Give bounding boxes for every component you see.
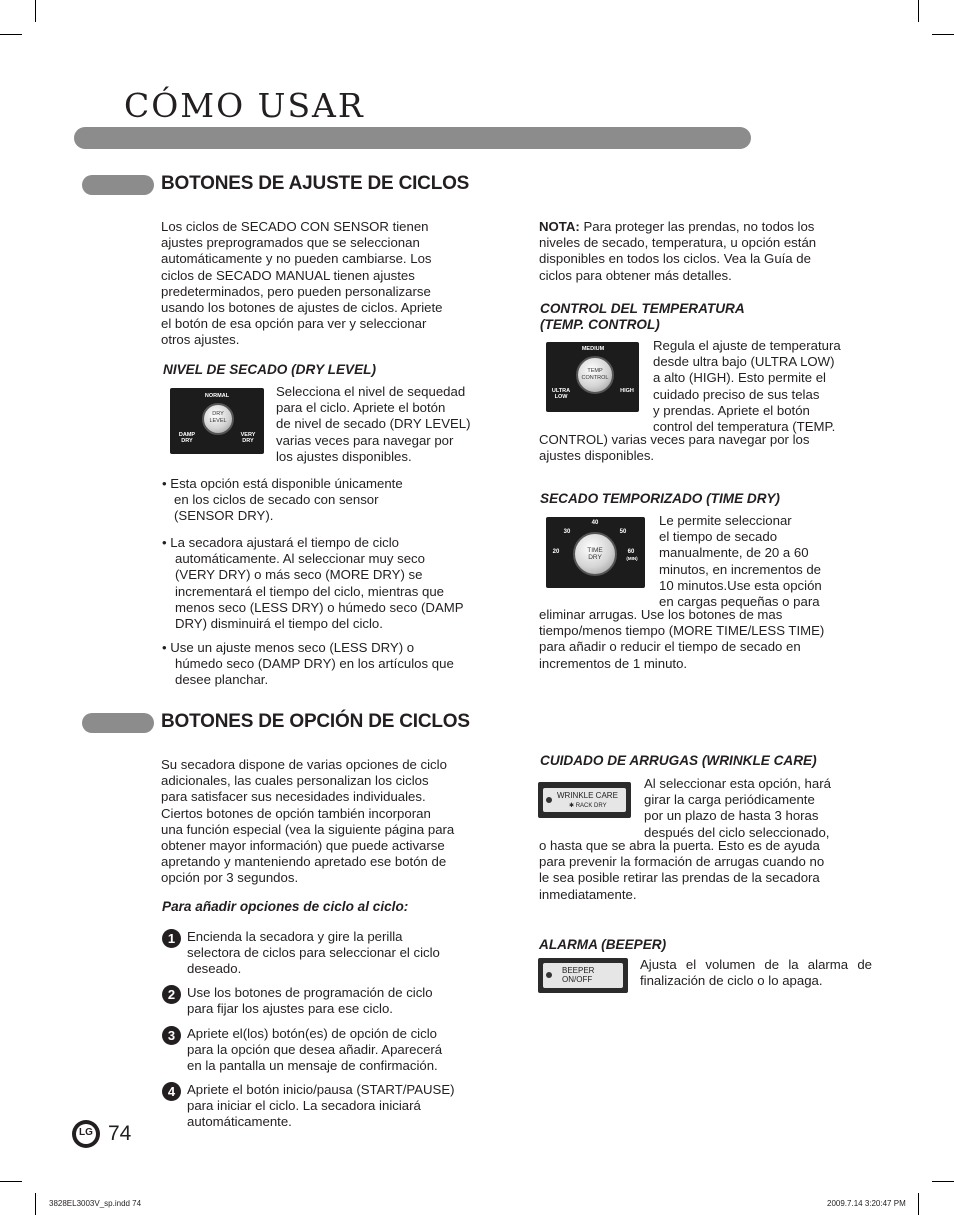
time-dry-text-wide bbox=[539, 607, 879, 672]
text-line: obtener mayor información) que puede activarse bbox=[161, 838, 445, 854]
text-line: predeterminados, pero pueden personalizarse bbox=[161, 283, 431, 299]
text-line: Use los botones de programación de ciclo bbox=[187, 985, 433, 1000]
text-line: Ciertos botones de opción también incorporan bbox=[161, 805, 431, 821]
text-line: • La secadora ajustará el tiempo de ciclo bbox=[162, 535, 399, 550]
wrinkle-care-text bbox=[644, 776, 874, 841]
crop-mark bbox=[35, 1193, 36, 1215]
knob-label: NORMAL bbox=[204, 393, 230, 399]
text-line: incrementará el tiempo del ciclo, mientras que bbox=[175, 583, 445, 599]
text-line: por un plazo de hasta 3 horas bbox=[644, 808, 819, 824]
dry-level-heading: NIVEL DE SECADO (DRY LEVEL) bbox=[163, 362, 377, 377]
knob-label: 20 bbox=[552, 549, 560, 555]
knob-label: (MIN) bbox=[626, 556, 638, 561]
step-number: 2 bbox=[162, 985, 181, 1004]
section2-intro bbox=[161, 757, 506, 887]
text-line: minutos, en incrementos de bbox=[659, 561, 821, 577]
text-line: BEEPER bbox=[562, 966, 595, 975]
text-line: inmediatamente. bbox=[539, 886, 637, 902]
text-line: apretando y manteniendo apretado ese botón de bbox=[161, 854, 447, 870]
text-line: DRY) disminuirá el tiempo del ciclo. bbox=[175, 616, 383, 632]
text-line: ciclos de SECADO MANUAL tienen ajustes bbox=[161, 267, 415, 283]
indicator-light-icon bbox=[546, 972, 552, 978]
text-line: a alto (HIGH). Esto permite el bbox=[653, 370, 826, 386]
text-line: automáticamente. bbox=[187, 1114, 292, 1130]
text-line: tiempo/menos tiempo (MORE TIME/LESS TIME) bbox=[539, 623, 825, 639]
lg-logo bbox=[72, 1120, 100, 1148]
step-number: 1 bbox=[162, 929, 181, 948]
knob-center-label: TIME DRY bbox=[587, 547, 603, 561]
text-line: en la pantalla un mensaje de confirmación. bbox=[187, 1058, 438, 1074]
text-line: para prevenir la formación de arrugas cuando no bbox=[539, 854, 825, 870]
crop-mark bbox=[918, 1193, 919, 1215]
text-line: CONTROL) varias veces para navegar por los bbox=[539, 432, 810, 447]
text-line: selectora de ciclos para seleccionar el ciclo bbox=[187, 945, 440, 961]
step-text bbox=[187, 1026, 497, 1075]
text-line: deseado. bbox=[187, 961, 242, 977]
text-line: después del ciclo seleccionado, bbox=[644, 824, 830, 840]
temp-control-heading bbox=[540, 301, 745, 333]
knob-label: VERY DRY bbox=[240, 432, 256, 444]
step-number: 3 bbox=[162, 1026, 181, 1045]
text-line: • Esta opción está disponible únicamente bbox=[162, 476, 403, 491]
knob-label: MEDIUM bbox=[581, 346, 605, 352]
crop-mark bbox=[0, 1181, 22, 1182]
text-line: de nivel de secado (DRY LEVEL) bbox=[276, 416, 471, 432]
text-line: Su secadora dispone de varias opciones de ciclo bbox=[161, 757, 447, 772]
text-line: Regula el ajuste de temperatura bbox=[653, 338, 841, 353]
text-line: Encienda la secadora y gire la perilla bbox=[187, 929, 403, 944]
text-line: control del temperatura (TEMP. bbox=[653, 419, 836, 435]
text-line: adicionales, las cuales personalizan los ciclos bbox=[161, 773, 429, 789]
text-line: una función especial (vea la siguiente página para bbox=[161, 821, 455, 837]
text-line: desee planchar. bbox=[175, 672, 269, 688]
text-line: en los ciclos de secado con sensor bbox=[174, 492, 379, 508]
temp-control-knob-image bbox=[546, 342, 639, 412]
knob-label: ULTRA LOW bbox=[551, 388, 571, 400]
dry-level-knob-image bbox=[170, 388, 264, 454]
knob-center-label: DRY LEVEL bbox=[209, 411, 227, 424]
text-line: varias veces para navegar por bbox=[276, 432, 454, 448]
text-line: desde ultra bajo (ULTRA LOW) bbox=[653, 354, 835, 370]
text-line: en cargas pequeñas o para bbox=[659, 594, 820, 610]
text-line: para la opción que desea añadir. Aparecerá bbox=[187, 1042, 443, 1058]
section-title: BOTONES DE AJUSTE DE CICLOS bbox=[161, 173, 470, 194]
section-marker bbox=[82, 713, 154, 733]
text-line: otros ajustes. bbox=[161, 332, 240, 348]
knob-label: 60 bbox=[627, 549, 635, 555]
text-line: para iniciar el ciclo. La secadora iniciará bbox=[187, 1098, 421, 1114]
text-line: ajustes preprogramados que se seleccionan bbox=[161, 235, 420, 251]
text-line: los ajustes disponibles. bbox=[276, 448, 412, 464]
text-line: el botón de esa opción para ver y seleccionar bbox=[161, 316, 427, 332]
step-text bbox=[187, 929, 497, 978]
text-line: ajustes disponibles. bbox=[539, 448, 655, 464]
text-line: finalización de ciclo o lo apaga. bbox=[640, 973, 823, 989]
text-line: • Use un ajuste menos seco (LESS DRY) o bbox=[162, 640, 415, 655]
text-line: le sea posible retirar las prendas de la secadora bbox=[539, 870, 820, 886]
text-line: Apriete el botón inicio/pausa (START/PAUSE) bbox=[187, 1082, 455, 1097]
beeper-button-image bbox=[538, 958, 628, 993]
text-line: Ajusta el volumen de la alarma de bbox=[640, 957, 872, 972]
wrinkle-care-button-image bbox=[538, 782, 631, 818]
text-line: CONTROL DEL TEMPERATURA bbox=[540, 301, 745, 316]
time-dry-heading: SECADO TEMPORIZADO (TIME DRY) bbox=[540, 491, 780, 506]
page-title: CÓMO USAR bbox=[124, 86, 365, 125]
crop-mark bbox=[918, 0, 919, 22]
text-line: para satisfacer sus necesidades individuales. bbox=[161, 789, 426, 805]
text-line bbox=[539, 219, 879, 235]
text-line: ciclos para obtener más detalles. bbox=[539, 267, 732, 283]
timestamp-slug: 2009.7.14 3:20:47 PM bbox=[827, 1199, 906, 1208]
crop-mark bbox=[932, 1181, 954, 1182]
text-line: eliminar arrugas. Use los botones de mas bbox=[539, 607, 783, 622]
bullet-item bbox=[162, 535, 502, 632]
step-text bbox=[187, 1082, 497, 1131]
text-line: disponibles en todos los ciclos. Vea la Guía de bbox=[539, 251, 811, 267]
text-line: para fijar los ajustes para ese ciclo. bbox=[187, 1001, 393, 1017]
knob-label: HIGH bbox=[620, 388, 634, 394]
step-number: 4 bbox=[162, 1082, 181, 1101]
text-line: manualmente, de 20 a 60 bbox=[659, 545, 809, 561]
text-span: Para proteger las prendas, no todos los bbox=[579, 219, 815, 234]
text-line: Selecciona el nivel de sequedad bbox=[276, 384, 466, 399]
text-line: girar la carga periódicamente bbox=[644, 792, 815, 808]
beeper-heading: ALARMA (BEEPER) bbox=[539, 937, 667, 952]
nota-label: NOTA: bbox=[539, 219, 580, 234]
bullet-item bbox=[162, 476, 492, 525]
text-line: (TEMP. CONTROL) bbox=[540, 317, 660, 332]
text-line: (SENSOR DRY). bbox=[174, 508, 274, 524]
knob-label: 30 bbox=[563, 529, 571, 535]
text-line: ON/OFF bbox=[562, 975, 593, 984]
nota-text bbox=[539, 219, 879, 284]
knob-label: 40 bbox=[591, 520, 599, 526]
text-line: 10 minutos.Use esta opción bbox=[659, 577, 822, 593]
logo-text: LG bbox=[79, 1127, 93, 1138]
crop-mark bbox=[932, 34, 954, 35]
step-text bbox=[187, 985, 497, 1017]
text-line: automáticamente. Al seleccionar muy seco bbox=[175, 551, 425, 567]
page-number: 74 bbox=[108, 1122, 132, 1145]
header-bar bbox=[74, 127, 751, 149]
button-face bbox=[543, 788, 626, 812]
wrinkle-care-text-wide bbox=[539, 838, 879, 903]
text-line: cuidado preciso de sus telas bbox=[653, 386, 820, 402]
button-label bbox=[562, 966, 594, 984]
text-line: Los ciclos de SECADO CON SENSOR tienen bbox=[161, 219, 429, 234]
knob-label: DAMP DRY bbox=[178, 432, 196, 444]
add-options-heading: Para añadir opciones de ciclo al ciclo: bbox=[162, 899, 409, 914]
time-dry-text bbox=[659, 513, 874, 610]
button-face bbox=[543, 963, 623, 988]
text-line: usando los botones de ajustes de ciclos. Apriete bbox=[161, 300, 443, 316]
beeper-text bbox=[640, 957, 872, 989]
text-line: Apriete el(los) botón(es) de opción de ciclo bbox=[187, 1026, 437, 1041]
text-line: húmedo seco (DAMP DRY) en los artículos que bbox=[175, 656, 454, 672]
section-title: BOTONES DE OPCIÓN DE CICLOS bbox=[161, 711, 470, 732]
crop-mark bbox=[0, 34, 22, 35]
file-slug: 3828EL3003V_sp.indd 74 bbox=[49, 1199, 142, 1208]
text-line: incrementos de 1 minuto. bbox=[539, 655, 688, 671]
text-line: o hasta que se abra la puerta. Esto es de ayuda bbox=[539, 838, 820, 853]
text-line: automáticamente y no pueden cambiarse. Los bbox=[161, 251, 432, 267]
text-line: opción por 3 segundos. bbox=[161, 870, 299, 886]
section1-intro bbox=[161, 219, 501, 349]
knob-label: 50 bbox=[619, 529, 627, 535]
temp-control-text bbox=[653, 338, 878, 435]
indicator-light-icon bbox=[546, 797, 552, 803]
text-line: para añadir o reducir el tiempo de secado en bbox=[539, 639, 801, 655]
text-line: el tiempo de secado bbox=[659, 529, 778, 545]
knob-center-label: TEMP CONTROL bbox=[581, 368, 609, 381]
text-line: Le permite seleccionar bbox=[659, 513, 792, 528]
text-line: niveles de secado, temperatura, u opción están bbox=[539, 235, 817, 251]
button-label: WRINKLE CARE bbox=[557, 791, 618, 800]
crop-mark bbox=[35, 0, 36, 22]
button-sublabel: ✱ RACK DRY bbox=[569, 803, 607, 809]
wrinkle-care-heading: CUIDADO DE ARRUGAS (WRINKLE CARE) bbox=[540, 753, 817, 768]
time-dry-knob-image bbox=[546, 517, 645, 588]
bullet-item bbox=[162, 640, 502, 689]
text-line: y prendas. Apriete el botón bbox=[653, 402, 810, 418]
text-line: Al seleccionar esta opción, hará bbox=[644, 776, 831, 791]
dry-level-text bbox=[276, 384, 501, 465]
text-line: (VERY DRY) o más seco (MORE DRY) se bbox=[175, 567, 423, 583]
section-marker bbox=[82, 175, 154, 195]
text-line: para el ciclo. Apriete el botón bbox=[276, 400, 446, 416]
temp-control-text-wide bbox=[539, 432, 879, 464]
text-line: menos seco (LESS DRY) o húmedo seco (DAMP bbox=[175, 599, 464, 615]
